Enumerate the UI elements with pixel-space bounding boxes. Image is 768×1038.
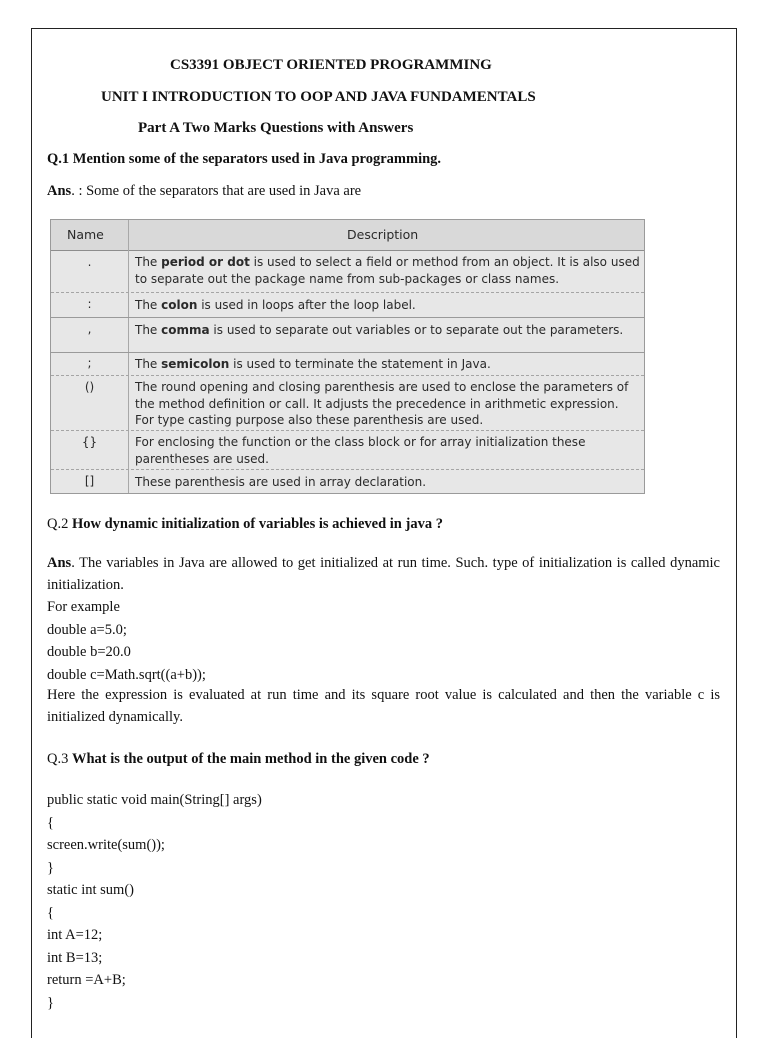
answer-2-paragraph xyxy=(47,552,720,596)
table-row xyxy=(51,318,644,353)
column-header-name: Name xyxy=(67,227,104,242)
answer-label: Ans xyxy=(47,183,72,199)
code-line: } xyxy=(47,994,54,1011)
question-text: How dynamic initialization of variables is achieved in java ? xyxy=(71,516,443,532)
question-2 xyxy=(47,516,443,533)
separator-description: The comma is used to separate out variables or to separate out the parameters. xyxy=(135,323,624,337)
separator-name: () xyxy=(84,380,95,394)
separator-description: The semicolon is used to terminate the statement in Java. xyxy=(135,357,491,371)
code-line: { xyxy=(47,814,54,831)
table-row xyxy=(51,353,644,376)
table-row xyxy=(51,431,644,470)
separator-name: {} xyxy=(81,435,98,449)
answer-label: Ans xyxy=(47,555,72,571)
part-title: Part A Two Marks Questions with Answers xyxy=(138,120,414,136)
separator-description: The round opening and closing parenthesis are used to enclose the parameters of the method definition or call. It adjusts the precedence in arithmetic expression. For type casting purpose also these parenthesis are used. xyxy=(135,380,629,427)
code-line: return =A+B; xyxy=(47,972,126,988)
table-row xyxy=(51,250,644,293)
table-row xyxy=(51,376,644,431)
code-line: static int sum() xyxy=(47,882,134,898)
answer-text: . : Some of the separators that are used in Java are xyxy=(71,183,362,199)
answer-text: . The variables in Java are allowed to get initialized at run time. Such. type of initialization is called dynamic initialization. xyxy=(47,555,720,593)
separator-name: [] xyxy=(84,474,95,488)
separator-description: The period or dot is used to select a field or method from an object. It is also used to separate out the package name from sub-packages or class names. xyxy=(135,255,640,286)
table-header xyxy=(51,220,644,251)
question-3-code xyxy=(47,789,262,1014)
column-header-description: Description xyxy=(347,227,419,242)
answer-1 xyxy=(47,183,361,200)
question-number: Q.2 xyxy=(47,516,72,532)
code-line: public static void main(String[] args) xyxy=(47,792,262,808)
separator-name: ; xyxy=(87,356,92,370)
separator-description: These parenthesis are used in array declaration. xyxy=(135,475,427,489)
separators-table xyxy=(50,219,645,494)
answer-2-example xyxy=(47,596,206,686)
separator-name: . xyxy=(87,255,92,269)
code-line: } xyxy=(47,859,54,876)
course-title: CS3391 OBJECT ORIENTED PROGRAMMING xyxy=(170,57,492,73)
separator-description: The colon is used in loops after the loop label. xyxy=(135,298,416,312)
table-row xyxy=(51,470,644,493)
question-1: Q.1 Mention some of the separators used in Java programming. xyxy=(47,151,442,167)
example-line: For example xyxy=(47,599,120,615)
code-line: double c=Math.sqrt((a+b)); xyxy=(47,666,206,683)
code-line: int B=13; xyxy=(47,949,103,966)
code-line: screen.write(sum()); xyxy=(47,837,165,853)
question-number: Q.3 xyxy=(47,751,72,767)
unit-title: UNIT I INTRODUCTION TO OOP AND JAVA FUNDAMENTALS xyxy=(101,89,536,105)
code-line: { xyxy=(47,904,54,921)
question-text: What is the output of the main method in the given code ? xyxy=(71,751,430,767)
question-3 xyxy=(47,751,430,768)
table-row xyxy=(51,293,644,318)
separator-description: For enclosing the function or the class block or for array initialization these parentheses are used. xyxy=(135,435,586,466)
separator-name: : xyxy=(87,297,92,311)
code-line: double b=20.0 xyxy=(47,644,131,660)
answer-2-closing: Here the expression is evaluated at run time and its square root value is calculated and then the variable c is initialized dynamically. xyxy=(47,687,720,725)
separator-name: , xyxy=(87,322,92,336)
code-line: double a=5.0; xyxy=(47,621,127,638)
code-line: int A=12; xyxy=(47,927,103,943)
